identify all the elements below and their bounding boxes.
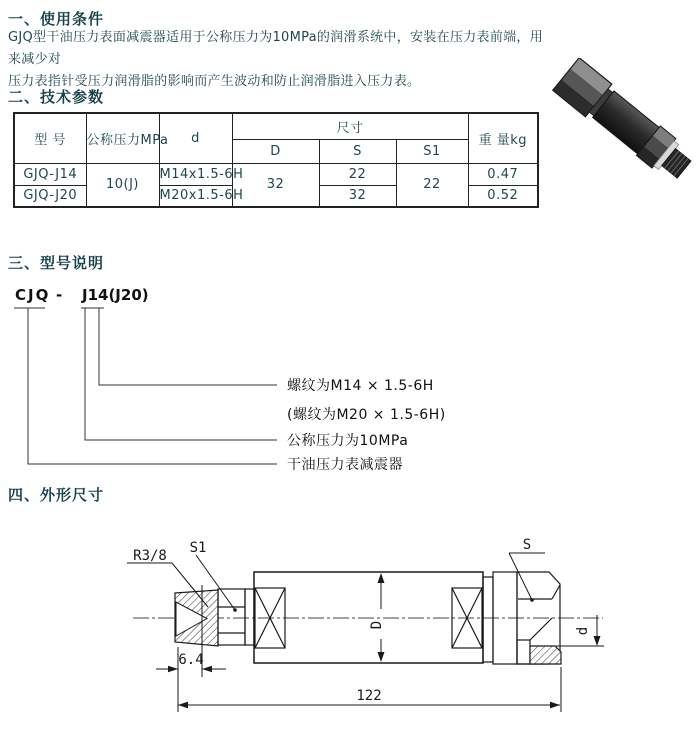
header-pressure: 公称压力MPa — [86, 113, 159, 163]
model-leader-lines — [14, 308, 277, 464]
section1-paragraph — [8, 27, 548, 93]
label-dim-d: d — [575, 626, 591, 636]
cell-S-j14: 22 — [319, 163, 396, 185]
header-weight: 重 量kg — [468, 113, 538, 163]
label-s1: S1 — [189, 540, 207, 556]
callout-thread: 螺纹为M14 × 1.5-6H — [287, 378, 434, 394]
cell-thread-j14: M14x1.5-6H — [159, 163, 232, 185]
spec-table — [13, 112, 539, 208]
damper-photo-part — [553, 58, 698, 186]
header-size-D: D — [232, 139, 319, 163]
left-hex-nut — [218, 589, 254, 645]
callout-pressure: 公称压力为10MPa — [287, 433, 409, 449]
thread-stub-section — [530, 646, 604, 664]
cell-weight-j14: 0.47 — [468, 163, 538, 185]
label-dim-D: D — [369, 620, 385, 630]
callout-thread-alt: (螺纹为M20 × 1.5-6H) — [287, 407, 446, 423]
label-s: S — [522, 537, 532, 553]
label-dim-64: 6.4 — [178, 652, 204, 668]
cell-S1: 22 — [396, 163, 468, 207]
header-size-S1: S1 — [396, 139, 468, 163]
label-dim-122: 122 — [356, 688, 382, 704]
model-suffix: J14(J20) — [82, 286, 149, 304]
label-r38: R3/8 — [133, 548, 167, 564]
section3-heading: 三、型号说明 — [8, 254, 105, 272]
taper-thread-section — [175, 590, 218, 646]
section1-heading: 一、使用条件 — [8, 10, 105, 28]
header-model: 型 号 — [14, 113, 86, 163]
paragraph-line-2: 压力表指针受压力润滑脂的影响而产生波动和防止润滑脂进入压力表。 — [8, 74, 421, 89]
header-size-S: S — [319, 139, 396, 163]
cell-S-j20: 32 — [319, 185, 396, 207]
header-size: 尺寸 — [232, 113, 468, 139]
dimension-122-group — [178, 667, 561, 712]
cell-D: 32 — [232, 163, 319, 207]
cell-model-j14: GJQ-J14 — [14, 163, 86, 185]
header-d: d — [159, 113, 232, 163]
section4-heading: 四、外形尺寸 — [8, 486, 105, 504]
callout-product-name: 干油压力表减震器 — [287, 457, 403, 473]
product-photo-image — [540, 58, 699, 188]
cell-model-j20: GJQ-J20 — [14, 185, 86, 207]
model-designation-diagram — [0, 275, 540, 483]
model-dash: - — [56, 286, 63, 304]
table-row — [14, 163, 538, 185]
cell-thread-j20: M20x1.5-6H — [159, 185, 232, 207]
label-s-group — [509, 537, 545, 602]
model-prefix: CJQ — [15, 286, 51, 304]
section2-heading: 二、技术参数 — [8, 88, 105, 106]
cell-weight-j20: 0.52 — [468, 185, 538, 207]
outline-dimension-drawing — [0, 505, 699, 751]
paragraph-line-1: GJQ型干油压力表面减震器适用于公称压力为10MPa的润滑系统中，安装在压力表前端，用来减少对 — [8, 30, 544, 67]
dimension-d-group — [575, 615, 601, 646]
cell-pressure: 10(J) — [86, 163, 159, 207]
